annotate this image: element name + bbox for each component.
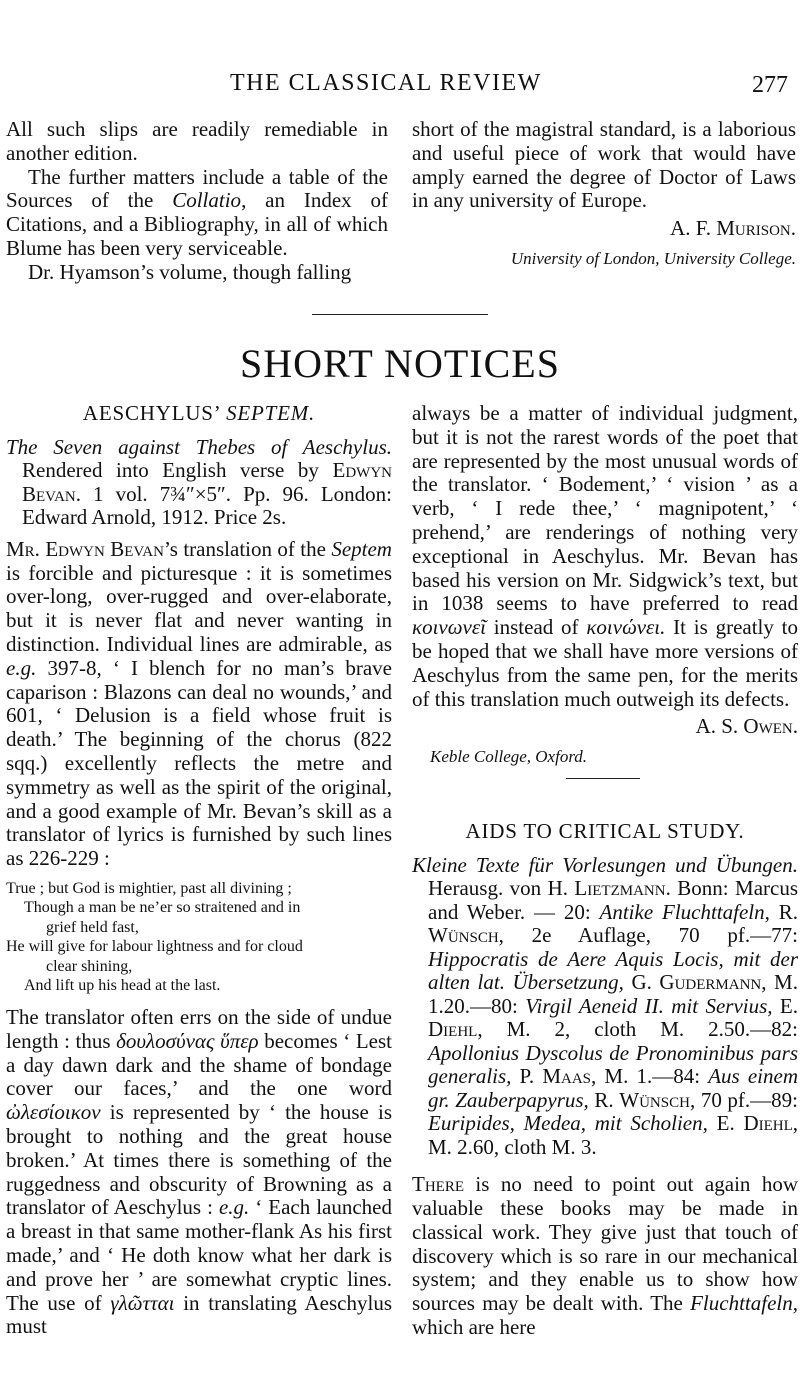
text: instead of [486, 615, 587, 640]
text: M. 1.20.—80: [428, 970, 798, 1018]
paragraph [6, 1006, 392, 1339]
page-number: 277 [752, 72, 788, 98]
greek-text: ὠλεσίοικον [6, 1100, 101, 1125]
text: , an Index of Citations, and a Bibliography, in all of which Blume has been very serviceable. [6, 188, 388, 260]
text: R. [769, 899, 798, 924]
bibliographic-entry [6, 436, 392, 530]
greek-text: κοινώνει. [586, 615, 666, 640]
paragraph: All such slips are readily remediable in another edition. [6, 117, 388, 165]
book-title: Apollonius Dyscolus de Pronominibus pars generalis, [428, 1040, 798, 1089]
notice-title: AIDS TO CRITICAL STUDY. [465, 819, 745, 843]
greek-text: δουλοσύνας ὕπερ [116, 1028, 259, 1053]
bibliographic-entry [412, 854, 798, 1160]
text: The translator often errs on the side of undue length : thus [6, 1004, 392, 1053]
text: 1 vol. 7¾″×5″. Pp. 96. London: Edward Arnold, 1912. Price 2s. [22, 481, 392, 530]
book-title: Antike Fluchttafeln, [599, 899, 770, 924]
text-italic: e.g. [218, 1195, 250, 1220]
notice-title [6, 402, 392, 426]
text: Mr. Edwyn Bevan [6, 536, 164, 561]
text: Rendered into English verse by [22, 458, 333, 483]
running-head [0, 70, 800, 110]
book-title: Aus einem gr. Zauberpapyrus, [428, 1064, 798, 1112]
verse-line: And lift up his head at the last. [24, 977, 221, 995]
top-right-column [412, 118, 796, 271]
signature: A. S. Owen. [695, 714, 798, 739]
text: is represented by ‘ the house is brought to nothing and the great house broken.’ At times there is something of the ruggedness and obscurity of Browning as a translator of Aeschylus : [6, 1100, 392, 1220]
section-title: SHORT NOTICES [240, 341, 560, 386]
text-italic: Collatio [172, 188, 242, 213]
editor: H. Lietzmann. [547, 876, 671, 901]
author: Wünsch, [428, 923, 504, 948]
text: is forcible and picturesque : it is sometimes over-long, over-rugged and over-elaborate, but it is never flat and never wanting in distinction. Individual lines are admirable, as [6, 560, 392, 656]
text: 70 pf.—89: [695, 1087, 798, 1112]
series-title: Kleine Texte für Vorlesungen und Übungen. [412, 852, 798, 877]
text: becomes ‘ Lest a day dawn dark and the shame of bondage cover our faces,’ and the one word [6, 1028, 392, 1101]
text: M. 2.60, cloth M. 3. [428, 1134, 597, 1159]
text: E. [772, 993, 798, 1018]
paragraph [412, 1173, 798, 1340]
text: 397-8, ‘ I blench for no man’s brave caparison : Blazons can deal no wounds,’ and 601, ‘ Delusion is a field whose fruit is death.’ The beginning of the chorus (822 sqq.) excellently reflects the metre and symmetry as well as the spirit of the original, and a good example of Mr. Bevan’s skill as a translator of lyrics is furnished by such lines as 226-229 : [6, 655, 392, 871]
journal-title: THE CLASSICAL REVIEW [230, 70, 542, 96]
text: Herausg. von [428, 876, 548, 901]
notice-aeschylus-right [412, 402, 798, 769]
text: is no need to point out again how valuable these books may be made in classical work. They give just that touch of discovery which is so rare in our mechanical system; and they enable us to show how sources may be dealt with. The [412, 1172, 798, 1316]
text: M. 1.—84: [596, 1064, 709, 1089]
text: in translating Aeschylus must [6, 1290, 393, 1339]
text: Bonn: Marcus and Weber. — 20: [428, 876, 798, 924]
notice-aeschylus-left [6, 402, 392, 1339]
author: Diehl, [428, 1017, 483, 1042]
verse-line: grief held fast, [46, 918, 139, 936]
text: P. [511, 1064, 543, 1089]
text: AESCHYLUS’ [82, 401, 227, 425]
verse-line: Though a man be ne’er so straitened and in [24, 899, 301, 917]
text-italic: e.g. [6, 655, 37, 680]
divider [566, 778, 640, 779]
text: R. [588, 1087, 620, 1112]
paragraph [6, 538, 392, 871]
paragraph: short of the magistral standard, is a laborious and useful piece of work that would have amply earned the degree of Doctor of Laws in any university of Europe. [412, 117, 796, 213]
greek-text: γλῶτται [110, 1290, 175, 1315]
text: G. [623, 970, 660, 995]
text: E. [707, 1111, 744, 1136]
paragraph [412, 402, 798, 711]
verse-quotation [6, 879, 392, 996]
verse-line: He will give for labour lightness and for cloud [6, 938, 303, 956]
text: 2e Auflage, 70 pf.—77: [503, 923, 798, 948]
author: Edwyn Bevan. [22, 458, 392, 506]
text-italic: SEPTEM. [226, 401, 316, 425]
author: Wünsch, [619, 1087, 696, 1112]
signature: A. F. Murison. [670, 216, 796, 241]
verse-line: clear shining, [46, 957, 133, 975]
text-italic: Fluchttafeln, [690, 1291, 798, 1316]
notice-aids-critical-study [412, 820, 798, 1340]
affiliation: Keble College, Oxford. [430, 747, 588, 767]
text: M. 2, cloth M. 2.50.—82: [482, 1017, 798, 1042]
paragraph [6, 166, 388, 261]
text: It is greatly to be hoped that we shall have more versions of Aeschylus from the same pen, for the merits of this translation much outweigh its defects. [412, 615, 798, 711]
affiliation: University of London, University College. [510, 248, 796, 268]
verse-line: True ; but God is mightier, past all divining ; [6, 879, 292, 897]
book-title: Virgil Aeneid II. mit Servius, [525, 993, 773, 1018]
divider [312, 314, 488, 315]
author: Diehl, [743, 1111, 799, 1136]
book-title: The Seven against Thebes of Aeschylus. [6, 434, 392, 459]
text: ‘ Each launched a breast in that same mother-flank As his first made,’ and ‘ He doth know what her dark is and prove her ’ are somewhat cryptic lines. The use of [6, 1195, 392, 1315]
text: The further matters include a table of the Sources of the [6, 164, 388, 213]
paragraph: Dr. Hyamson’s volume, though falling [28, 259, 352, 284]
book-title: Euripides, Medea, mit Scholien, [428, 1111, 708, 1136]
text: There [412, 1172, 464, 1197]
greek-text: κοινωνεῖ [412, 615, 486, 640]
book-title: Hippocratis de Aere Aquis Locis, mit der alten lat. Übersetzung, [428, 946, 798, 995]
top-left-column [6, 118, 388, 285]
author: Maas, [542, 1064, 597, 1089]
author: Gudermann, [659, 970, 767, 995]
text: ’s translation of the [163, 536, 332, 561]
text: which are here [412, 1315, 536, 1340]
text-italic: Septem [331, 536, 392, 561]
text: always be a matter of individual judgment, but it is not the rarest words of the poet that are represented by the most unusual words of the translator. ‘ Bodement,’ ‘ vision ’ as a verb, ‘ I rede thee,’ ‘ magnipotent,’ ‘ prehend,’ are renderings of nothing very exceptional in Aeschylus. Mr. Bevan has based his version on Mr. Sidgwick’s text, but in 1038 seems to have preferred to read [412, 401, 798, 616]
